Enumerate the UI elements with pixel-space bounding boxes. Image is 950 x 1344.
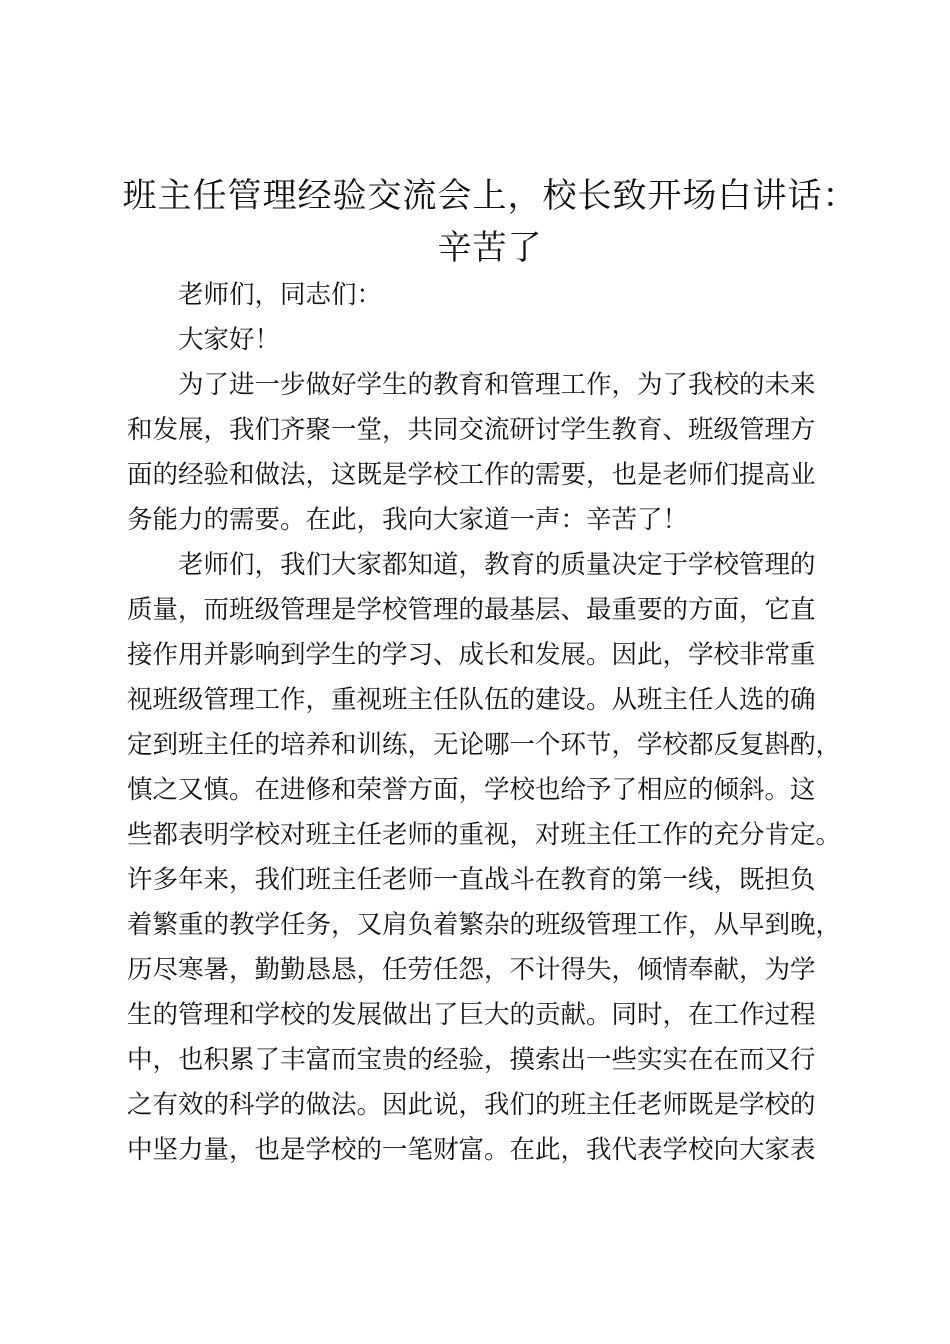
paragraph-2-line-9: 着繁重的教学任务，又肩负着繁杂的班级管理工作，从早到晚， (127, 910, 842, 940)
paragraph-2-line-8: 许多年来，我们班主任老师一直战斗在教育的第一线，既担负 (127, 865, 816, 895)
paragraph-1-line-4: 务能力的需要。在此，我向大家道一声：辛苦了！ (127, 505, 689, 535)
salutation-line: 老师们，同志们： (178, 280, 383, 310)
paragraph-2-line-6: 慎之又慎。在进修和荣誉方面，学校也给予了相应的倾斜。这 (127, 775, 816, 805)
document-title: 班主任管理经验交流会上，校长致开场白讲话：辛苦了 (122, 176, 858, 268)
paragraph-2-line-5: 定到班主任的培养和训练，无论哪一个环节，学校都反复斟酌， (127, 730, 842, 760)
paragraph-2-line-10: 历尽寒暑，勤勤恳恳，任劳任怨，不计得失，倾情奉献，为学 (127, 955, 816, 985)
paragraph-2-line-11: 生的管理和学校的发展做出了巨大的贡献。同时，在工作过程 (127, 1000, 816, 1030)
paragraph-2-line-7: 些都表明学校对班主任老师的重视，对班主任工作的充分肯定。 (127, 820, 842, 850)
paragraph-2-line-2: 质量，而班级管理是学校管理的最基层、最重要的方面，它直 (127, 595, 816, 625)
paragraph-2-line-4: 视班级管理工作，重视班主任队伍的建设。从班主任人选的确 (127, 685, 816, 715)
paragraph-1-line-3: 面的经验和做法，这既是学校工作的需要，也是老师们提高业 (127, 460, 816, 490)
paragraph-2-line-3: 接作用并影响到学生的学习、成长和发展。因此，学校非常重 (127, 640, 816, 670)
paragraph-2-line-13: 之有效的科学的做法。因此说，我们的班主任老师既是学校的 (127, 1090, 816, 1120)
paragraph-2-line-1: 老师们，我们大家都知道，教育的质量决定于学校管理的 (178, 550, 816, 580)
paragraph-2-line-14: 中坚力量，也是学校的一笔财富。在此，我代表学校向大家表 (127, 1135, 816, 1165)
paragraph-2-line-12: 中，也积累了丰富而宝贵的经验，摸索出一些实实在在而又行 (127, 1045, 816, 1075)
document-body (127, 273, 857, 1173)
greeting-line: 大家好！ (178, 325, 281, 355)
paragraph-1-line-2: 和发展，我们齐聚一堂，共同交流研讨学生教育、班级管理方 (127, 415, 816, 445)
paragraph-1-line-1: 为了进一步做好学生的教育和管理工作，为了我校的未来 (178, 370, 816, 400)
